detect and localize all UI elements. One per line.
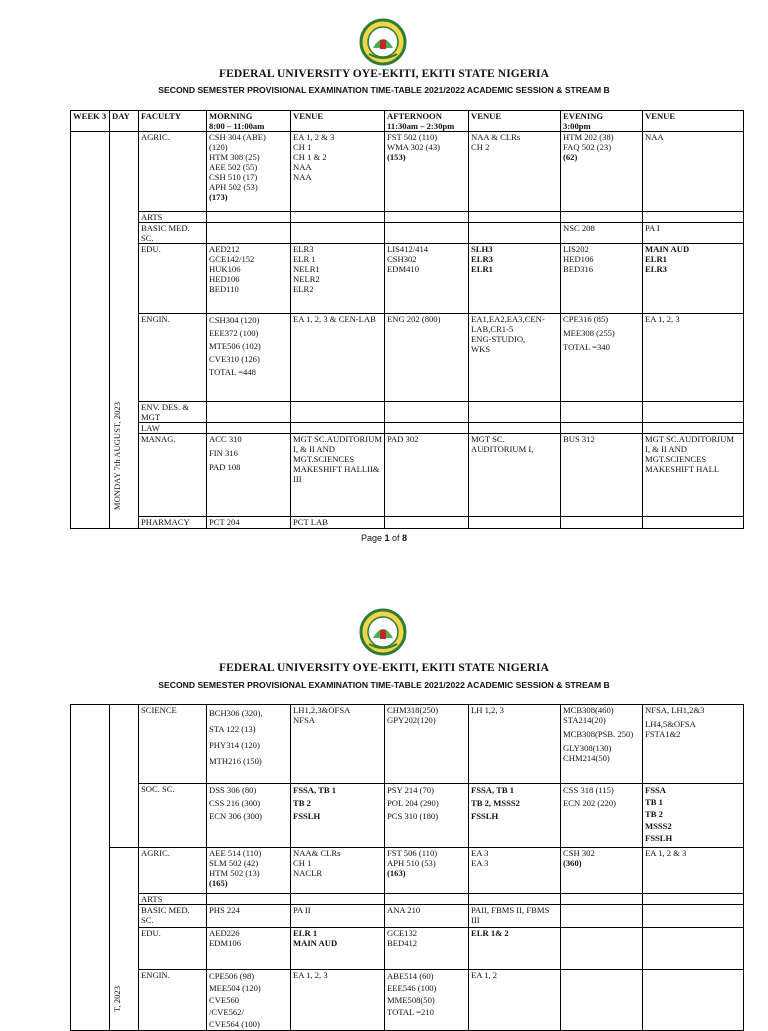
- row-engin: [71, 314, 744, 402]
- row-manag: [71, 434, 744, 517]
- venue-cell: ELR3 ELR 1 NELR1 NELR2 ELR2: [291, 244, 385, 314]
- day-header: DAY: [110, 111, 139, 132]
- day-label: T, 2023: [112, 985, 122, 1012]
- header-row: [71, 111, 744, 132]
- venue-cell: NAA & CLRs CH 2: [469, 132, 561, 212]
- morning-cell: DSS 306 (80) CSS 216 (300) ECN 306 (300): [207, 784, 291, 848]
- faculty-cell: BASIC MED. SC.: [139, 223, 207, 244]
- venue-cell: EA 3 EA 3: [469, 848, 561, 894]
- morning-cell: AEE 514 (110) SLM 502 (42) HTM 502 (13) (165): [207, 848, 291, 894]
- evening-cell: BUS 312: [561, 434, 643, 517]
- venue-cell: MAIN AUD ELR1 ELR3: [643, 244, 744, 314]
- venue-cell: FSSA, TB 1 TB 2 FSSLH: [291, 784, 385, 848]
- venue-cell: LH1,2,3&OFSA NFSA: [291, 705, 385, 784]
- afternoon-header: AFTERNOON 11:30am – 2:30pm: [385, 111, 469, 132]
- evening-cell: MCB308(460) STA214(20) MCB308(PSB. 250) GLY308(130) CHM214(50): [561, 705, 643, 784]
- timetable-subtitle: SECOND SEMESTER PROVISIONAL EXAMINATION TIME-TABLE 2021/2022 ACADEMIC SESSION & STREAM B: [158, 680, 610, 690]
- venue-cell: EA 1, 2, 3: [643, 314, 744, 402]
- venue-cell: ELR 1& 2: [469, 928, 561, 970]
- row-env-des: [71, 402, 744, 423]
- venue-cell: NFSA, LH1,2&3 LH4,5&OFSA FSTA1&2: [643, 705, 744, 784]
- morning-cell: PHS 224: [207, 905, 291, 928]
- week-cell: [71, 132, 110, 529]
- timetable-subtitle: SECOND SEMESTER PROVISIONAL EXAMINATION TIME-TABLE 2021/2022 ACADEMIC SESSION & STREAM B: [158, 85, 610, 95]
- afternoon-cell: LIS412/414 CSH302 EDM410: [385, 244, 469, 314]
- venue-cell: MGT SC.AUDITORIUM I, & II AND MGT.SCIENCES MAKESHIFT HALLII& III: [291, 434, 385, 517]
- afternoon-cell: GCE132 BED412: [385, 928, 469, 970]
- venue-cell: FSSA TB 1 TB 2 MSSS2 FSSLH: [643, 784, 744, 848]
- evening-cell: HTM 202 (38) FAQ 502 (23) (62): [561, 132, 643, 212]
- week-header: WEEK 3: [71, 111, 110, 132]
- morning-cell: AED212 GCE142/152 HUK106 HED106 BED110: [207, 244, 291, 314]
- afternoon-cell: PSY 214 (70) POL 204 (290) PCS 310 (180): [385, 784, 469, 848]
- faculty-cell: ENV. DES. & MGT: [139, 402, 207, 423]
- row-basic-med: [71, 905, 744, 928]
- afternoon-cell: ABE514 (60) EEE546 (100) MME508(50) TOTAL =210: [385, 970, 469, 1031]
- faculty-cell: EDU.: [139, 244, 207, 314]
- venue-cell: PAII, FBMS II, FBMS III: [469, 905, 561, 928]
- row-science: [71, 705, 744, 784]
- row-soc-sc: [71, 784, 744, 848]
- row-engin: [71, 970, 744, 1031]
- university-seal-icon: [359, 18, 407, 66]
- faculty-cell: LAW: [139, 423, 207, 434]
- venue-header: VENUE: [469, 111, 561, 132]
- university-seal-icon: [359, 608, 407, 656]
- row-edu: [71, 244, 744, 314]
- evening-cell: CSH 302 (360): [561, 848, 643, 894]
- row-arts: [71, 894, 744, 905]
- evening-cell: CPE316 (85) MEE308 (255) TOTAL =340: [561, 314, 643, 402]
- morning-cell: CSH304 (120) EEE372 (100) MTE506 (102) CVE310 (126) TOTAL =448: [207, 314, 291, 402]
- venue-cell: MGT SC. AUDITORIUM I,: [469, 434, 561, 517]
- faculty-cell: AGRIC.: [139, 848, 207, 894]
- faculty-cell: SOC. SC.: [139, 784, 207, 848]
- faculty-header: FACULTY: [139, 111, 207, 132]
- venue-cell: FSSA, TB 1 TB 2, MSSS2 FSSLH: [469, 784, 561, 848]
- row-pharmacy: [71, 517, 744, 529]
- day-cell-previous: [110, 705, 139, 848]
- venue-cell: LH 1,2, 3: [469, 705, 561, 784]
- morning-cell: CSH 304 (ABE) (120) HTM 308 (25) AEE 502 (55) CSH 510 (17) APH 502 (53) (173): [207, 132, 291, 212]
- afternoon-cell: ENG 202 (800): [385, 314, 469, 402]
- morning-cell: BCH306 (320), STA 122 (13) PHY314 (120) MTH216 (150): [207, 705, 291, 784]
- venue-cell: EA 1, 2, 3 & CEN-LAB: [291, 314, 385, 402]
- afternoon-cell: ANA 210: [385, 905, 469, 928]
- morning-cell: PCT 204: [207, 517, 291, 529]
- timetable-page-1: [70, 110, 744, 529]
- week-cell: [71, 705, 110, 1031]
- venue-cell: EA 1, 2 & 3 CH 1 CH 1 & 2 NAA NAA: [291, 132, 385, 212]
- afternoon-cell: FST 506 (110) APH 510 (53) (163): [385, 848, 469, 894]
- venue-header: VENUE: [291, 111, 385, 132]
- venue-cell: EA 1, 2: [469, 970, 561, 1031]
- venue-cell: EA 1, 2, 3: [291, 970, 385, 1031]
- row-basic-med: [71, 223, 744, 244]
- morning-cell: ACC 310 FIN 316 PAD 108: [207, 434, 291, 517]
- afternoon-cell: PAD 302: [385, 434, 469, 517]
- timetable-page-2: [70, 704, 744, 1031]
- morning-header: MORNING 8:00 – 11:00am: [207, 111, 291, 132]
- university-title: FEDERAL UNIVERSITY OYE-EKITI, EKITI STATE NIGERIA: [219, 662, 549, 674]
- evening-cell: LIS202 HED106 BED316: [561, 244, 643, 314]
- faculty-cell: PHARMACY: [139, 517, 207, 529]
- row-agric: [71, 132, 744, 212]
- day-cell: [110, 132, 139, 529]
- afternoon-cell: CHM318(250) GPY202(120): [385, 705, 469, 784]
- day-cell: [110, 848, 139, 1031]
- row-arts: [71, 212, 744, 223]
- faculty-cell: BASIC MED. SC.: [139, 905, 207, 928]
- faculty-cell: AGRIC.: [139, 132, 207, 212]
- venue-cell: EA1,EA2,EA3,CEN-LAB,CR1-5 ENG-STUDIO, WKS: [469, 314, 561, 402]
- evening-header: EVENING 3:00pm: [561, 111, 643, 132]
- faculty-cell: MANAG.: [139, 434, 207, 517]
- faculty-cell: ENGIN.: [139, 314, 207, 402]
- faculty-cell: ENGIN.: [139, 970, 207, 1031]
- venue-cell: EA 1, 2 & 3: [643, 848, 744, 894]
- morning-cell: AED226 EDM106: [207, 928, 291, 970]
- evening-cell: CSS 318 (115) ECN 202 (220): [561, 784, 643, 848]
- venue-cell: MGT SC.AUDITORIUM I, & II AND MGT.SCIENCES MAKESHIFT HALL: [643, 434, 744, 517]
- faculty-cell: SCIENCE: [139, 705, 207, 784]
- faculty-cell: EDU.: [139, 928, 207, 970]
- day-label: MONDAY 7th AUGUST, 2023: [112, 401, 122, 510]
- venue-cell: PA I: [643, 223, 744, 244]
- row-agric: [71, 848, 744, 894]
- row-edu: [71, 928, 744, 970]
- afternoon-cell: FST 502 (110) WMA 302 (43) (153): [385, 132, 469, 212]
- faculty-cell: ARTS: [139, 894, 207, 905]
- evening-cell: NSC 208: [561, 223, 643, 244]
- university-title: FEDERAL UNIVERSITY OYE-EKITI, EKITI STATE NIGERIA: [219, 68, 549, 80]
- morning-cell: CPE506 (98) MEE504 (120) CVE560 /CVE562/ CVE564 (100): [207, 970, 291, 1031]
- venue-cell: SLH3 ELR3 ELR1: [469, 244, 561, 314]
- row-law: [71, 423, 744, 434]
- venue-cell: ELR 1 MAIN AUD: [291, 928, 385, 970]
- venue-header: VENUE: [643, 111, 744, 132]
- venue-cell: NAA: [643, 132, 744, 212]
- faculty-cell: ARTS: [139, 212, 207, 223]
- venue-cell: PA II: [291, 905, 385, 928]
- page-footer: Page 1 of 8: [360, 533, 408, 543]
- venue-cell: NAA& CLRs CH 1 NACLR: [291, 848, 385, 894]
- venue-cell: PCT LAB: [291, 517, 385, 529]
